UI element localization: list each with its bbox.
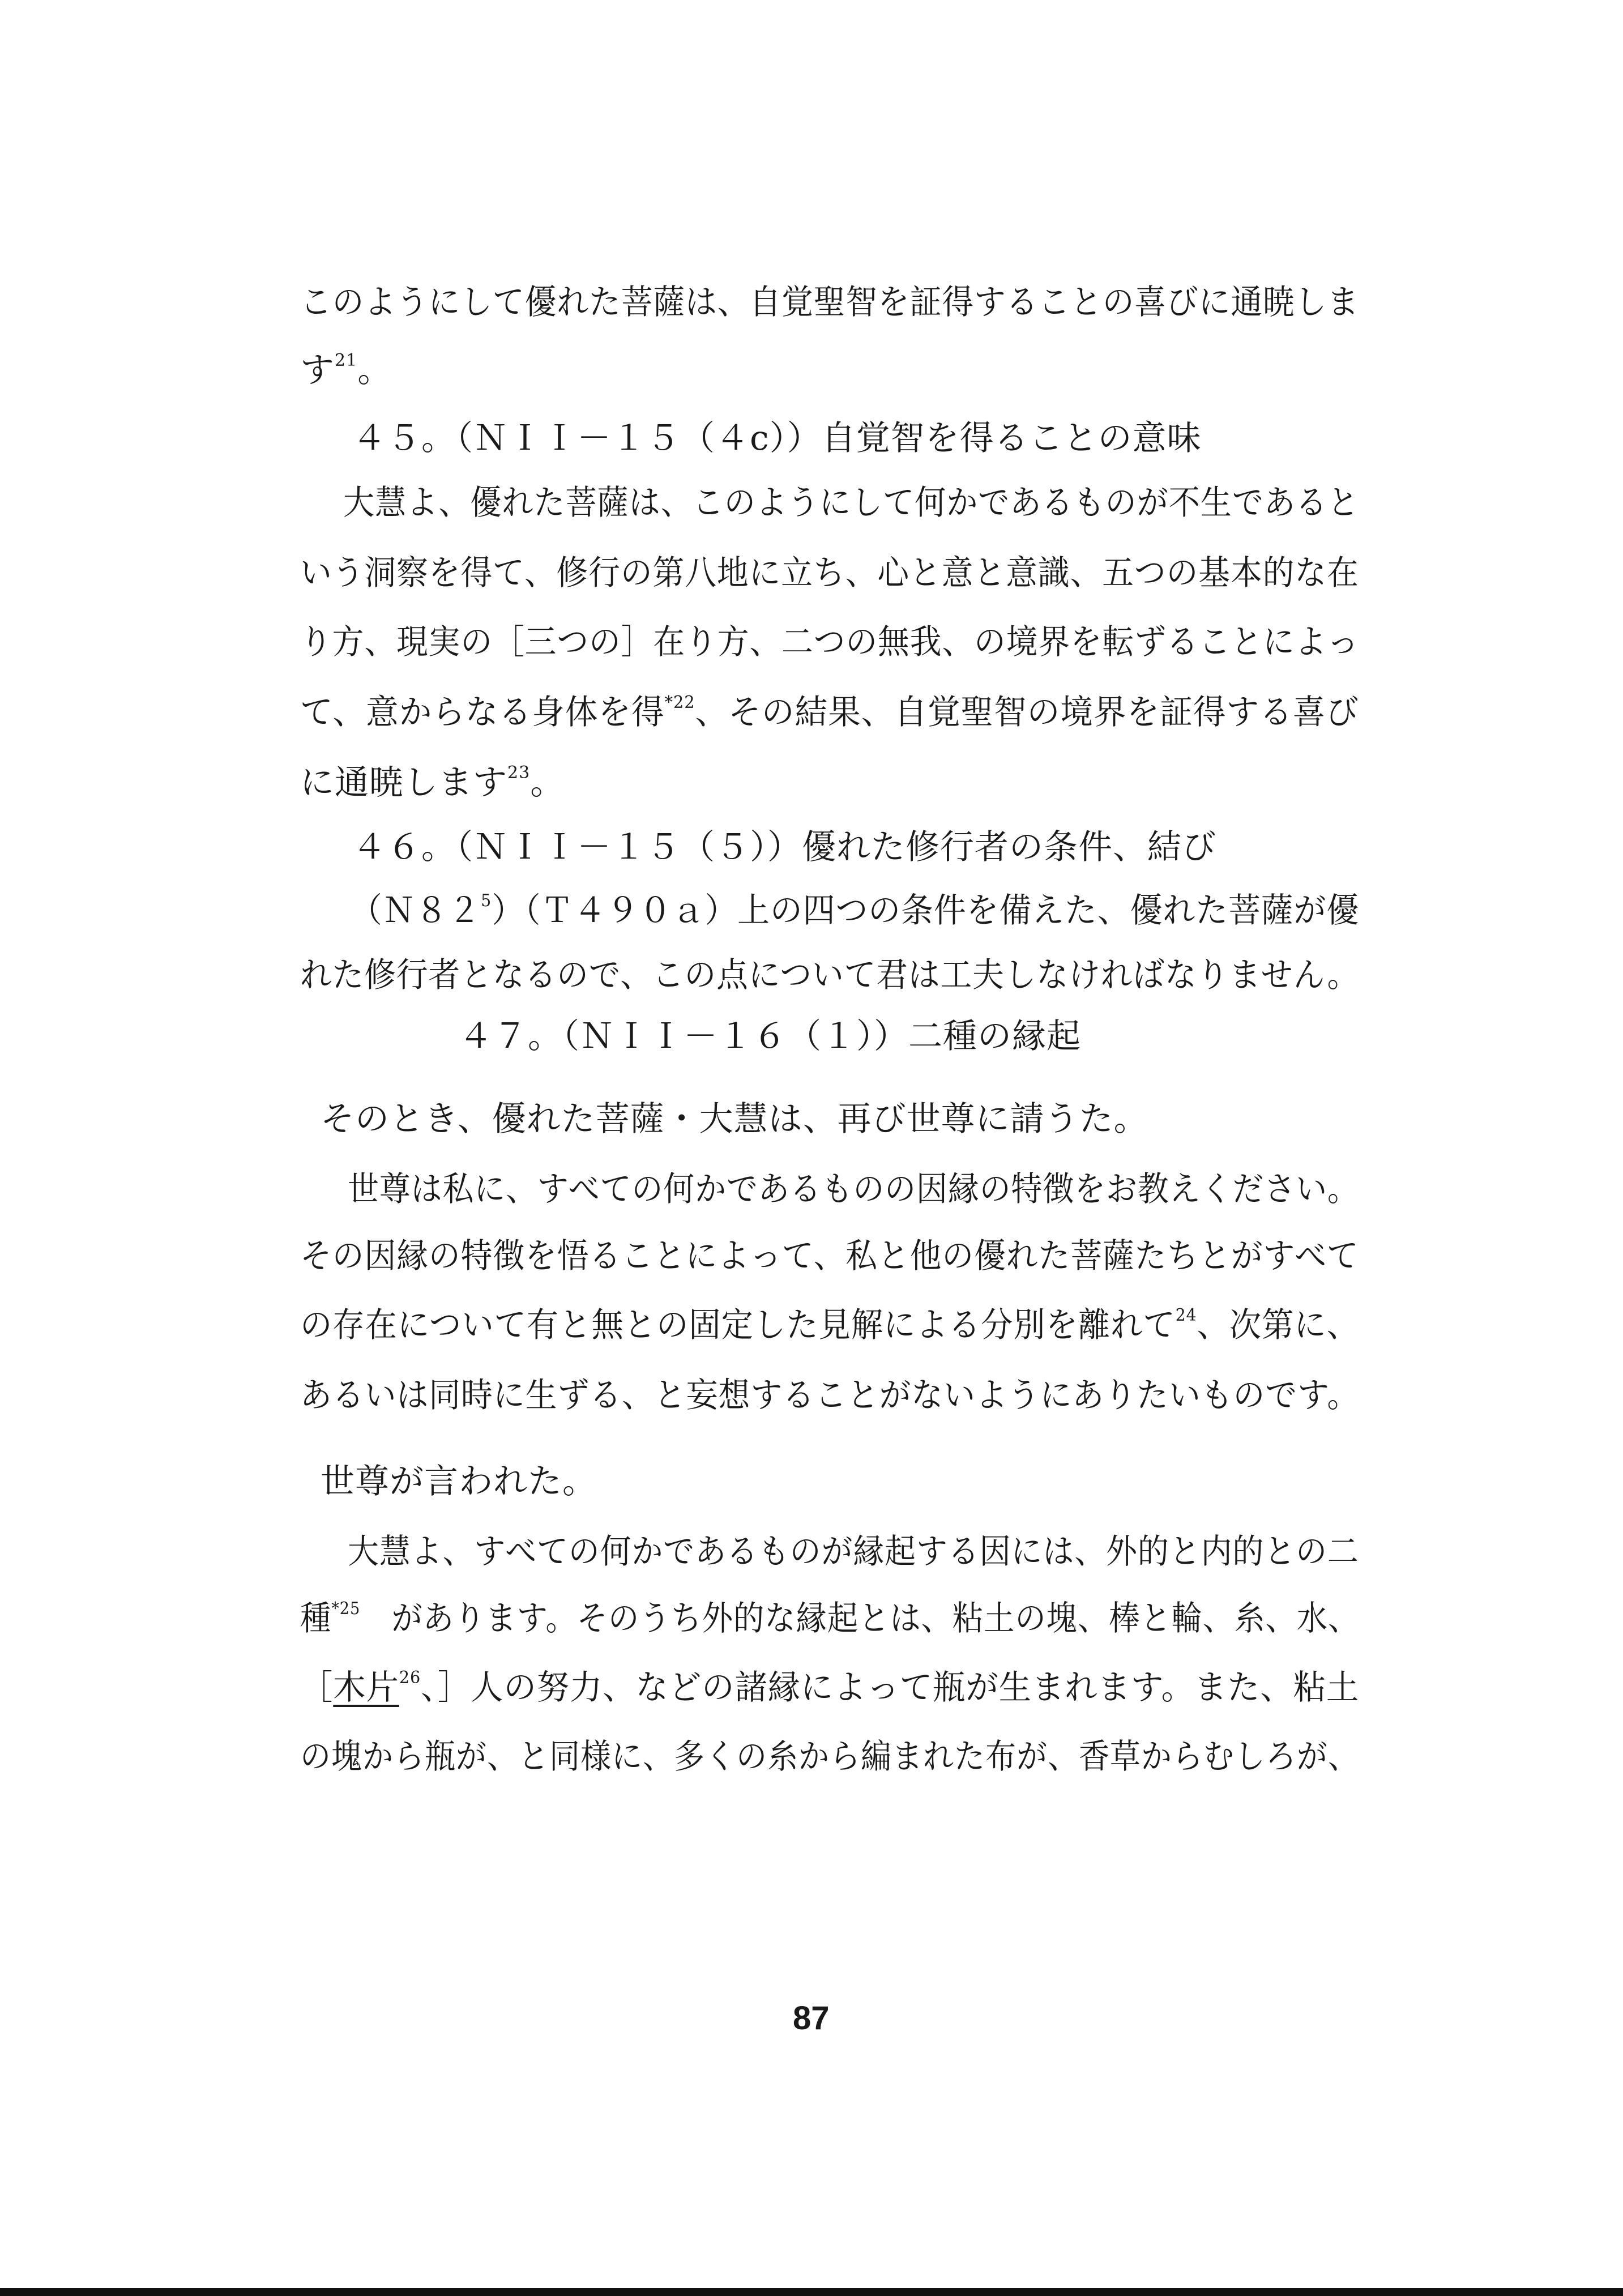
text-line bbox=[300, 553, 1359, 594]
footnote-ref: *25 bbox=[331, 1599, 361, 1619]
text-span: り方、現実の［三つの］在り方、二つの無我、の境界を転ずることによっ bbox=[300, 622, 1360, 662]
text-span: そのとき、優れた菩薩・大慧は、再び世尊に請うた。 bbox=[321, 1099, 1148, 1139]
text-span: れた修行者となるので、この点について君は工夫しなければなりません。 bbox=[300, 955, 1360, 995]
text-line bbox=[321, 1099, 1148, 1140]
text-line bbox=[300, 1375, 1359, 1416]
text-span: 、次第に、 bbox=[1197, 1305, 1359, 1345]
text-span: ４５。（ＮＩＩ－１５（４c））自覚智を得ることの意味 bbox=[352, 419, 1202, 458]
page-number: 87 bbox=[793, 2000, 830, 2037]
text-span: あるいは同時に生ずる、と妄想することがないようにありたいものです。 bbox=[300, 1376, 1360, 1415]
text-line bbox=[343, 483, 1359, 523]
text-line bbox=[348, 1531, 1359, 1572]
text-span: 。 bbox=[357, 351, 392, 390]
text-line bbox=[300, 282, 1359, 323]
footnote-ref: 23 bbox=[507, 763, 531, 783]
footnote-ref: 26 bbox=[399, 1668, 421, 1688]
scan-edge-divider bbox=[0, 2288, 1623, 2296]
footnote-ref: 21 bbox=[335, 351, 358, 370]
text-span: 種 bbox=[300, 1599, 332, 1638]
text-span: 、その結果、自覚聖智の境界を証得する喜び bbox=[695, 693, 1359, 732]
text-span: ［ bbox=[300, 1668, 334, 1708]
text-span: （Ｎ８２ bbox=[350, 891, 481, 931]
text-span: があります。そのうち外的な縁起とは、粘土の塊、棒と輪、糸、水、 bbox=[360, 1599, 1360, 1638]
text-line bbox=[300, 1305, 1359, 1346]
text-span: す bbox=[300, 351, 335, 390]
text-span: ４７。（ＮＩＩ－１６（１））二種の縁起 bbox=[459, 1017, 1081, 1056]
text-line bbox=[300, 1236, 1359, 1277]
section-heading bbox=[352, 827, 1216, 868]
text-line bbox=[300, 622, 1359, 663]
footnote-ref: 24 bbox=[1175, 1305, 1197, 1325]
text-line bbox=[300, 350, 392, 391]
footnote-ref: *22 bbox=[664, 693, 695, 712]
text-line bbox=[300, 1598, 1359, 1639]
text-span: 世尊は私に、すべての何かであるものの因縁の特徴をお教えください。 bbox=[348, 1170, 1359, 1209]
text-span: 、］人の努力、などの諸縁によって瓶が生まれます。また、粘土 bbox=[421, 1668, 1360, 1708]
text-span: 世尊が言われた。 bbox=[321, 1462, 597, 1501]
footnote-ref: 5 bbox=[481, 891, 492, 911]
underlined-text: 木片 bbox=[333, 1668, 399, 1708]
text-line bbox=[300, 1736, 1359, 1777]
text-span: に通暁します bbox=[300, 763, 507, 803]
text-span: いう洞察を得て、修行の第八地に立ち、心と意と意識、五つの基本的な在 bbox=[300, 553, 1359, 593]
section-heading bbox=[459, 1016, 1081, 1057]
text-span: ）（Ｔ４９０ａ）上の四つの条件を備えた、優れた菩薩が優 bbox=[492, 891, 1360, 931]
section-heading bbox=[352, 418, 1202, 459]
text-line bbox=[300, 762, 565, 803]
text-span: このようにして優れた菩薩は、自覚聖智を証得することの喜びに通暁しま bbox=[300, 283, 1360, 322]
text-span: の塊から瓶が、と同様に、多くの糸から編まれた布が、香草からむしろが、 bbox=[300, 1737, 1359, 1777]
text-span: その因縁の特徴を悟ることによって、私と他の優れた菩薩たちとがすべて bbox=[300, 1236, 1359, 1276]
text-line bbox=[321, 1461, 597, 1502]
text-line bbox=[300, 692, 1359, 733]
text-span: 。 bbox=[530, 763, 565, 803]
text-span: ４６。（ＮＩＩ－１５（５））優れた修行者の条件、結び bbox=[352, 827, 1216, 867]
text-span: の存在について有と無との固定した見解による分別を離れて bbox=[300, 1305, 1176, 1345]
text-span: て、意からなる身体を得 bbox=[300, 693, 665, 732]
text-line bbox=[348, 1169, 1359, 1210]
text-span: 大慧よ、すべての何かであるものが縁起する因には、外的と内的との二 bbox=[348, 1532, 1359, 1572]
text-line bbox=[350, 890, 1359, 931]
text-line bbox=[300, 955, 1359, 996]
text-line bbox=[300, 1667, 1359, 1708]
text-span: 大慧よ、優れた菩薩は、このようにして何かであるものが不生であると bbox=[343, 483, 1360, 523]
